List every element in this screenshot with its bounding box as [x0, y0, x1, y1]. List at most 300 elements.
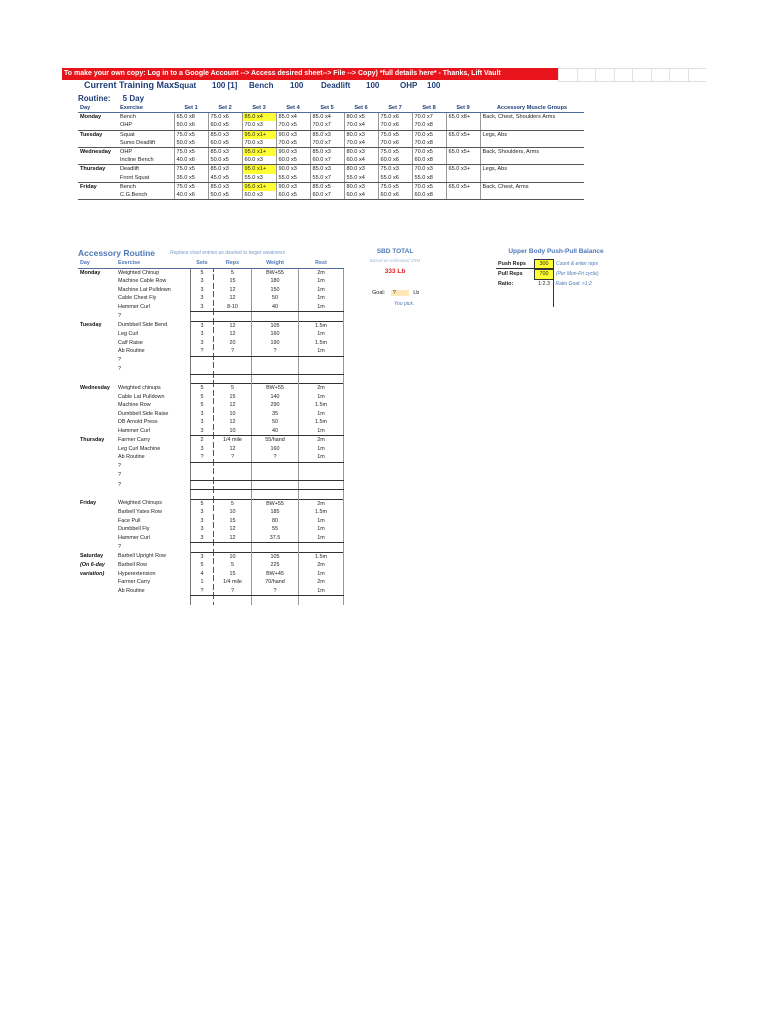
row-exercise[interactable]: Front Squat: [118, 174, 174, 183]
acc-rest[interactable]: 1m: [299, 277, 344, 286]
acc-exercise[interactable]: Farmer Carry: [118, 579, 151, 585]
acc-reps[interactable]: [214, 462, 252, 471]
row-exercise[interactable]: OHP: [120, 149, 133, 156]
acc-sets[interactable]: 5: [191, 499, 214, 508]
acc-reps[interactable]: 12: [214, 525, 252, 534]
acc-rest[interactable]: 1m: [299, 517, 344, 526]
set-cell-8: 70.0 x5: [412, 182, 446, 191]
acc-exercise[interactable]: ?: [118, 357, 121, 364]
acc-day: Tuesday: [80, 322, 102, 329]
acc-exercise[interactable]: Barbell Upright Row: [118, 553, 166, 560]
acc-day: [78, 534, 116, 543]
acc-sets[interactable]: 3: [191, 303, 214, 312]
training-max-bench-value[interactable]: 100: [290, 81, 304, 90]
acc-exercise[interactable]: Ab Routine: [118, 454, 145, 461]
acc-sets[interactable]: [191, 312, 214, 322]
set-cell-8: 60.0 x8: [412, 156, 446, 165]
header-day: Day: [78, 104, 118, 113]
acc-exercise[interactable]: [116, 374, 191, 384]
acc-rest[interactable]: 1m: [299, 294, 344, 303]
acc-reps[interactable]: [214, 596, 252, 605]
set-cell-9: 65.0 x5+: [446, 182, 480, 191]
acc-rest[interactable]: 2m: [299, 436, 344, 445]
acc-sets[interactable]: 2: [191, 436, 214, 445]
acc-weight[interactable]: [252, 356, 299, 365]
acc-weight[interactable]: 140: [252, 393, 299, 402]
acc-exercise[interactable]: Hammer Curl: [118, 427, 151, 434]
acc-sets[interactable]: 3: [191, 517, 214, 526]
acc-reps[interactable]: 10: [214, 410, 252, 419]
acc-exercise[interactable]: [116, 490, 191, 500]
acc-exercise[interactable]: Machine Row: [118, 402, 151, 408]
set-cell-7: 75.0 x6: [378, 113, 412, 122]
accessory-row: [78, 418, 344, 427]
acc-rest[interactable]: 1m: [299, 525, 344, 534]
acc-sets[interactable]: 3: [191, 286, 214, 295]
acc-rest[interactable]: 2m: [299, 561, 344, 570]
header-set2: Set 2: [208, 104, 242, 113]
acc-weight[interactable]: 105: [252, 321, 299, 330]
acc-sets[interactable]: 3: [191, 321, 214, 330]
acc-reps[interactable]: [214, 365, 252, 374]
header-set3: Set 3: [242, 104, 276, 113]
acc-exercise[interactable]: [116, 596, 191, 605]
push-note: Count & enter reps: [556, 261, 598, 267]
acc-exercise[interactable]: Calf Raise: [118, 339, 143, 346]
acc-exercise[interactable]: Dumbbell Fly: [118, 526, 150, 532]
acc-sets[interactable]: 3: [191, 418, 214, 427]
acc-sets[interactable]: 3: [191, 508, 214, 517]
acc-exercise[interactable]: Ab Routine: [118, 348, 145, 355]
row-day: Thursday: [80, 166, 106, 173]
acc-reps[interactable]: 5: [214, 268, 252, 277]
goal-input[interactable]: ?: [391, 290, 409, 296]
acc-sets[interactable]: 3: [191, 339, 214, 348]
acc-rest[interactable]: 1.5m: [299, 552, 344, 561]
acc-weight[interactable]: [252, 312, 299, 322]
acc-reps[interactable]: 10: [214, 552, 252, 561]
row-exercise[interactable]: Incline Bench: [118, 156, 174, 165]
acc-sets[interactable]: [191, 543, 214, 553]
acc-rest[interactable]: [299, 462, 344, 471]
accessory-row: [78, 552, 344, 561]
acc-reps[interactable]: 1/4 mile: [214, 578, 252, 587]
acc-exercise[interactable]: Cable Chest Fly: [118, 295, 157, 301]
acc-rest[interactable]: 2m: [299, 578, 344, 587]
acc-reps[interactable]: 12: [214, 418, 252, 427]
main-table-row: [78, 182, 584, 191]
routine-value[interactable]: 5 Day: [122, 94, 145, 103]
acc-reps[interactable]: [214, 543, 252, 553]
acc-rest[interactable]: 2m: [299, 384, 344, 393]
push-pull-divider: [553, 259, 554, 307]
acc-rest[interactable]: 1m: [299, 534, 344, 543]
acc-reps[interactable]: 12: [214, 286, 252, 295]
acc-sets[interactable]: [191, 490, 214, 500]
acc-rest[interactable]: [299, 365, 344, 374]
acc-exercise[interactable]: Dumbbell Side Raise: [118, 410, 169, 417]
accessory-row: [78, 321, 344, 330]
acc-weight[interactable]: 80: [252, 517, 299, 526]
acc-rest[interactable]: 1.5m: [299, 508, 344, 517]
acc-reps[interactable]: ?: [214, 347, 252, 356]
acc-reps[interactable]: 1/4 mile: [214, 436, 252, 445]
accessory-row: [78, 303, 344, 312]
acc-header-sets: Sets: [191, 259, 214, 268]
acc-day: [78, 418, 116, 427]
set-cell-9: [446, 156, 480, 165]
set-cell-6: 80.0 x3: [344, 148, 378, 157]
acc-sets[interactable]: [191, 365, 214, 374]
accessory-row: [78, 393, 344, 402]
acc-rest[interactable]: 1m: [299, 453, 344, 462]
acc-weight[interactable]: 225: [252, 561, 299, 570]
training-max-title: Current Training Max:: [84, 80, 178, 90]
acc-sets[interactable]: 3: [191, 294, 214, 303]
set-cell-2: 60.0 x5: [208, 139, 242, 148]
acc-weight[interactable]: 160: [252, 445, 299, 454]
acc-weight[interactable]: 40: [252, 427, 299, 436]
acc-rest[interactable]: 1m: [299, 393, 344, 402]
acc-weight[interactable]: 40: [252, 303, 299, 312]
acc-sets[interactable]: 3: [191, 277, 214, 286]
set-cell-6: 80.0 x3: [344, 182, 378, 191]
acc-sets[interactable]: 3: [191, 427, 214, 436]
header-set1: Set 1: [174, 104, 208, 113]
acc-rest[interactable]: 1m: [299, 410, 344, 419]
training-max-ohp-value[interactable]: 100: [427, 81, 441, 90]
acc-exercise[interactable]: Weighted Chinups: [118, 500, 162, 507]
push-pull-top-line: [496, 268, 554, 269]
acc-exercise[interactable]: Barbell Yates Row: [118, 509, 162, 515]
acc-sets[interactable]: [191, 356, 214, 365]
acc-sets[interactable]: 3: [191, 410, 214, 419]
acc-exercise[interactable]: Leg Curl: [118, 331, 139, 337]
acc-day: Friday: [80, 500, 97, 507]
acc-weight[interactable]: [252, 374, 299, 384]
push-pull-panel: [496, 248, 616, 255]
acc-weight[interactable]: [252, 480, 299, 490]
acc-rest[interactable]: [299, 471, 344, 480]
set-cell-7: 70.0 x6: [378, 121, 412, 130]
acc-exercise[interactable]: Hyperextension: [118, 570, 156, 577]
set-cell-8: 70.0 x7: [412, 113, 446, 122]
acc-reps[interactable]: 12: [214, 330, 252, 339]
training-max-ohp-label: OHP: [400, 81, 418, 90]
acc-weight[interactable]: [252, 471, 299, 480]
copy-instructions-banner[interactable]: To make your own copy: Log in to a Google Account --> Access desired sheet--> File --> Copy) *full details here* - Thanks, Lift Vault: [62, 68, 558, 80]
acc-weight[interactable]: 190: [252, 339, 299, 348]
routine-row: [78, 94, 154, 103]
acc-weight[interactable]: BW+55: [252, 268, 299, 277]
acc-sets[interactable]: ?: [191, 453, 214, 462]
acc-reps[interactable]: 20: [214, 339, 252, 348]
acc-exercise[interactable]: Cable Lat Pulldown: [118, 393, 165, 400]
acc-reps[interactable]: 10: [214, 508, 252, 517]
row-exercise[interactable]: Squat: [120, 131, 135, 138]
acc-exercise[interactable]: Weighted Chinup: [118, 269, 160, 276]
accessory-routine-title: Accessory Routine: [78, 248, 155, 258]
row-exercise[interactable]: Bench: [120, 183, 136, 190]
set-cell-4: 70.0 x5: [276, 121, 310, 130]
acc-reps[interactable]: 5: [214, 384, 252, 393]
acc-day: [78, 445, 116, 454]
acc-sets[interactable]: 3: [191, 552, 214, 561]
acc-rest[interactable]: 1.5m: [299, 321, 344, 330]
push-pull-table: [496, 259, 601, 289]
acc-rest[interactable]: 1m: [299, 587, 344, 596]
ratio-note: Ratio Goal: >1:2: [555, 280, 592, 287]
row-day: [78, 191, 118, 200]
set-cell-1: 40.0 x6: [174, 191, 208, 200]
acc-sets[interactable]: 3: [191, 445, 214, 454]
training-max-deadlift-label: Deadlift: [321, 81, 351, 90]
acc-reps[interactable]: 15: [214, 393, 252, 402]
acc-day: [78, 578, 116, 587]
acc-sets[interactable]: 3: [191, 330, 214, 339]
training-max-bench-label: Bench: [249, 81, 274, 90]
set-cell-1: 75.0 x5: [174, 182, 208, 191]
acc-reps[interactable]: 12: [214, 401, 252, 410]
acc-exercise[interactable]: ?: [118, 366, 121, 373]
set-cell-5: 85.0 x3: [310, 165, 344, 174]
acc-rest[interactable]: 1.5m: [299, 339, 344, 348]
set-cell-6: 70.0 x4: [344, 139, 378, 148]
set-cell-6: 80.0 x3: [344, 165, 378, 174]
acc-weight[interactable]: [252, 543, 299, 553]
acc-weight[interactable]: 55: [252, 525, 299, 534]
main-table-row: [78, 130, 584, 139]
set-cell-9: [446, 174, 480, 183]
acc-exercise[interactable]: Dumbbell Side Bend: [118, 322, 168, 329]
main-table-row: [78, 113, 584, 122]
acc-exercise[interactable]: ?: [118, 463, 121, 470]
acc-weight[interactable]: 150: [252, 286, 299, 295]
accessory-row: [78, 312, 344, 322]
set-cell-5: 60.0 x7: [310, 191, 344, 200]
acc-weight[interactable]: 185: [252, 508, 299, 517]
push-pull-title: Upper Body Push-Pull Balance: [508, 248, 604, 255]
row-day: Friday: [80, 183, 97, 190]
acc-day: [78, 427, 116, 436]
acc-reps[interactable]: 12: [214, 321, 252, 330]
acc-rest[interactable]: 1m: [299, 347, 344, 356]
acc-weight[interactable]: BW+55: [252, 499, 299, 508]
acc-reps[interactable]: [214, 490, 252, 500]
acc-exercise[interactable]: Hammer Curl: [118, 534, 151, 541]
set-cell-8: 55.0 x8: [412, 174, 446, 183]
header-set4: Set 4: [276, 104, 310, 113]
acc-exercise[interactable]: Barbell Row: [118, 562, 148, 568]
row-exercise[interactable]: Deadlift: [120, 166, 139, 173]
acc-rest[interactable]: 2m: [299, 499, 344, 508]
set-cell-5: 70.0 x7: [310, 139, 344, 148]
acc-sets[interactable]: 3: [191, 525, 214, 534]
set-cell-8: 70.0 x8: [412, 139, 446, 148]
acc-day: [78, 517, 116, 526]
acc-day: [78, 410, 116, 419]
acc-reps[interactable]: [214, 480, 252, 490]
accessory-table-header: [78, 259, 344, 268]
acc-exercise[interactable]: Machine Lat Pulldown: [118, 286, 171, 293]
acc-weight[interactable]: ?: [252, 347, 299, 356]
set-cell-6: 80.0 x5: [344, 113, 378, 122]
acc-rest[interactable]: 1.5m: [299, 418, 344, 427]
acc-reps[interactable]: [214, 374, 252, 384]
sbd-total-value: 333 Lb: [384, 268, 406, 275]
acc-sets[interactable]: 3: [191, 534, 214, 543]
set-cell-5: 85.0 x3: [310, 148, 344, 157]
set-cell-9: 65.0 x3+: [446, 165, 480, 174]
set-cell-6: 55.0 x4: [344, 174, 378, 183]
push-value-input[interactable]: 300: [535, 260, 554, 270]
acc-rest[interactable]: [299, 312, 344, 322]
acc-sets[interactable]: [191, 462, 214, 471]
acc-weight[interactable]: 50: [252, 418, 299, 427]
acc-weight[interactable]: 180: [252, 277, 299, 286]
accessory-row: [78, 508, 344, 517]
row-exercise[interactable]: C.G.Bench: [118, 191, 174, 200]
acc-rest[interactable]: 1m: [299, 303, 344, 312]
acc-reps[interactable]: 12: [214, 534, 252, 543]
acc-sets[interactable]: [191, 480, 214, 490]
acc-weight[interactable]: 37.5: [252, 534, 299, 543]
acc-rest[interactable]: [299, 356, 344, 365]
set-cell-1: 50.0 x6: [174, 121, 208, 130]
set-cell-5: 70.0 x7: [310, 121, 344, 130]
acc-exercise[interactable]: Farmer Carry: [118, 436, 151, 443]
acc-reps[interactable]: 12: [214, 294, 252, 303]
acc-reps[interactable]: ?: [214, 587, 252, 596]
acc-exercise[interactable]: Leg Curl Machine: [118, 445, 161, 452]
banner-empty-cells: [558, 68, 706, 82]
acc-weight[interactable]: 50: [252, 294, 299, 303]
acc-reps[interactable]: 8-10: [214, 303, 252, 312]
set-cell-3: 95.0 x1+: [242, 148, 276, 157]
acc-exercise[interactable]: ?: [118, 472, 121, 479]
acc-weight[interactable]: 35: [252, 410, 299, 419]
acc-weight[interactable]: [252, 462, 299, 471]
acc-rest[interactable]: 1m: [299, 570, 344, 579]
acc-reps[interactable]: 15: [214, 570, 252, 579]
acc-exercise[interactable]: Hammer Curl: [118, 303, 151, 310]
set-cell-9: [446, 191, 480, 200]
acc-rest[interactable]: [299, 374, 344, 384]
acc-rest[interactable]: [299, 480, 344, 490]
acc-weight[interactable]: BW+55: [252, 384, 299, 393]
acc-reps[interactable]: 12: [214, 445, 252, 454]
acc-rest[interactable]: [299, 596, 344, 605]
row-exercise[interactable]: Bench: [120, 114, 136, 121]
training-max-deadlift-value[interactable]: 100: [366, 81, 380, 90]
pull-value-input[interactable]: 700: [535, 270, 554, 280]
set-cell-3: 70.0 x3: [242, 139, 276, 148]
acc-sets[interactable]: 5: [191, 401, 214, 410]
set-cell-3: 60.0 x3: [242, 156, 276, 165]
row-exercise[interactable]: OHP: [118, 121, 174, 130]
ratio-label: Ratio:: [498, 280, 514, 287]
acc-reps[interactable]: [214, 312, 252, 322]
acc-sets[interactable]: 5: [191, 384, 214, 393]
acc-reps[interactable]: [214, 356, 252, 365]
main-table-row: [78, 174, 584, 183]
acc-day: (On 6-day: [80, 562, 105, 568]
acc-day: [78, 480, 116, 490]
acc-rest[interactable]: [299, 543, 344, 553]
acc-sets[interactable]: ?: [191, 587, 214, 596]
acc-weight[interactable]: 55/hand: [252, 436, 299, 445]
acc-weight[interactable]: [252, 490, 299, 500]
acc-sets[interactable]: [191, 374, 214, 384]
acc-exercise[interactable]: ?: [118, 313, 121, 319]
accessory-row: [78, 471, 344, 480]
row-exercise[interactable]: Sumo Deadlift: [118, 139, 174, 148]
acc-rest[interactable]: 1m: [299, 286, 344, 295]
acc-rest[interactable]: 1m: [299, 445, 344, 454]
acc-exercise[interactable]: ?: [118, 544, 121, 550]
acc-day: Wednesday: [80, 384, 110, 391]
acc-sets[interactable]: 4: [191, 570, 214, 579]
acc-reps[interactable]: [214, 471, 252, 480]
acc-exercise[interactable]: Machine Cable Row: [118, 278, 167, 284]
acc-weight[interactable]: 290: [252, 401, 299, 410]
accessory-row: [78, 534, 344, 543]
acc-reps[interactable]: 5: [214, 561, 252, 570]
acc-exercise[interactable]: Weighted chinups: [118, 384, 161, 391]
acc-weight[interactable]: 70/hand: [252, 578, 299, 587]
acc-exercise[interactable]: DB Arnold Press: [118, 419, 158, 425]
header-set6: Set 6: [344, 104, 378, 113]
acc-rest[interactable]: 1m: [299, 330, 344, 339]
acc-rest[interactable]: 2m: [299, 268, 344, 277]
acc-reps[interactable]: 15: [214, 517, 252, 526]
acc-day: [78, 490, 116, 500]
acc-rest[interactable]: [299, 490, 344, 500]
acc-rest[interactable]: 1m: [299, 427, 344, 436]
acc-weight[interactable]: 105: [252, 552, 299, 561]
acc-rest[interactable]: 1.5m: [299, 401, 344, 410]
acc-reps[interactable]: 10: [214, 427, 252, 436]
acc-weight[interactable]: BW+45: [252, 570, 299, 579]
accessory-row: [78, 294, 344, 303]
acc-sets[interactable]: ?: [191, 347, 214, 356]
acc-reps[interactable]: ?: [214, 453, 252, 462]
acc-exercise[interactable]: Face Pull: [118, 517, 141, 524]
acc-sets[interactable]: 5: [191, 268, 214, 277]
acc-weight[interactable]: ?: [252, 587, 299, 596]
main-table-row: [78, 139, 584, 148]
acc-reps[interactable]: 5: [214, 499, 252, 508]
accessory-row: [78, 401, 344, 410]
acc-sets[interactable]: 5: [191, 393, 214, 402]
push-label: Push Reps: [498, 261, 526, 267]
acc-exercise[interactable]: ?: [118, 481, 121, 488]
acc-exercise[interactable]: Ab Routine: [118, 587, 145, 594]
acc-sets[interactable]: [191, 471, 214, 480]
acc-sets[interactable]: 5: [191, 561, 214, 570]
acc-day: Monday: [80, 269, 101, 276]
acc-reps[interactable]: 15: [214, 277, 252, 286]
set-cell-8: 70.0 x3: [412, 165, 446, 174]
acc-weight[interactable]: 160: [252, 330, 299, 339]
acc-sets[interactable]: 1: [191, 578, 214, 587]
acc-sets[interactable]: [191, 596, 214, 605]
acc-weight[interactable]: [252, 365, 299, 374]
acc-weight[interactable]: [252, 596, 299, 605]
accessory-row: [78, 268, 344, 277]
acc-weight[interactable]: ?: [252, 453, 299, 462]
training-max-squat-value[interactable]: 100 [1]: [212, 81, 238, 90]
